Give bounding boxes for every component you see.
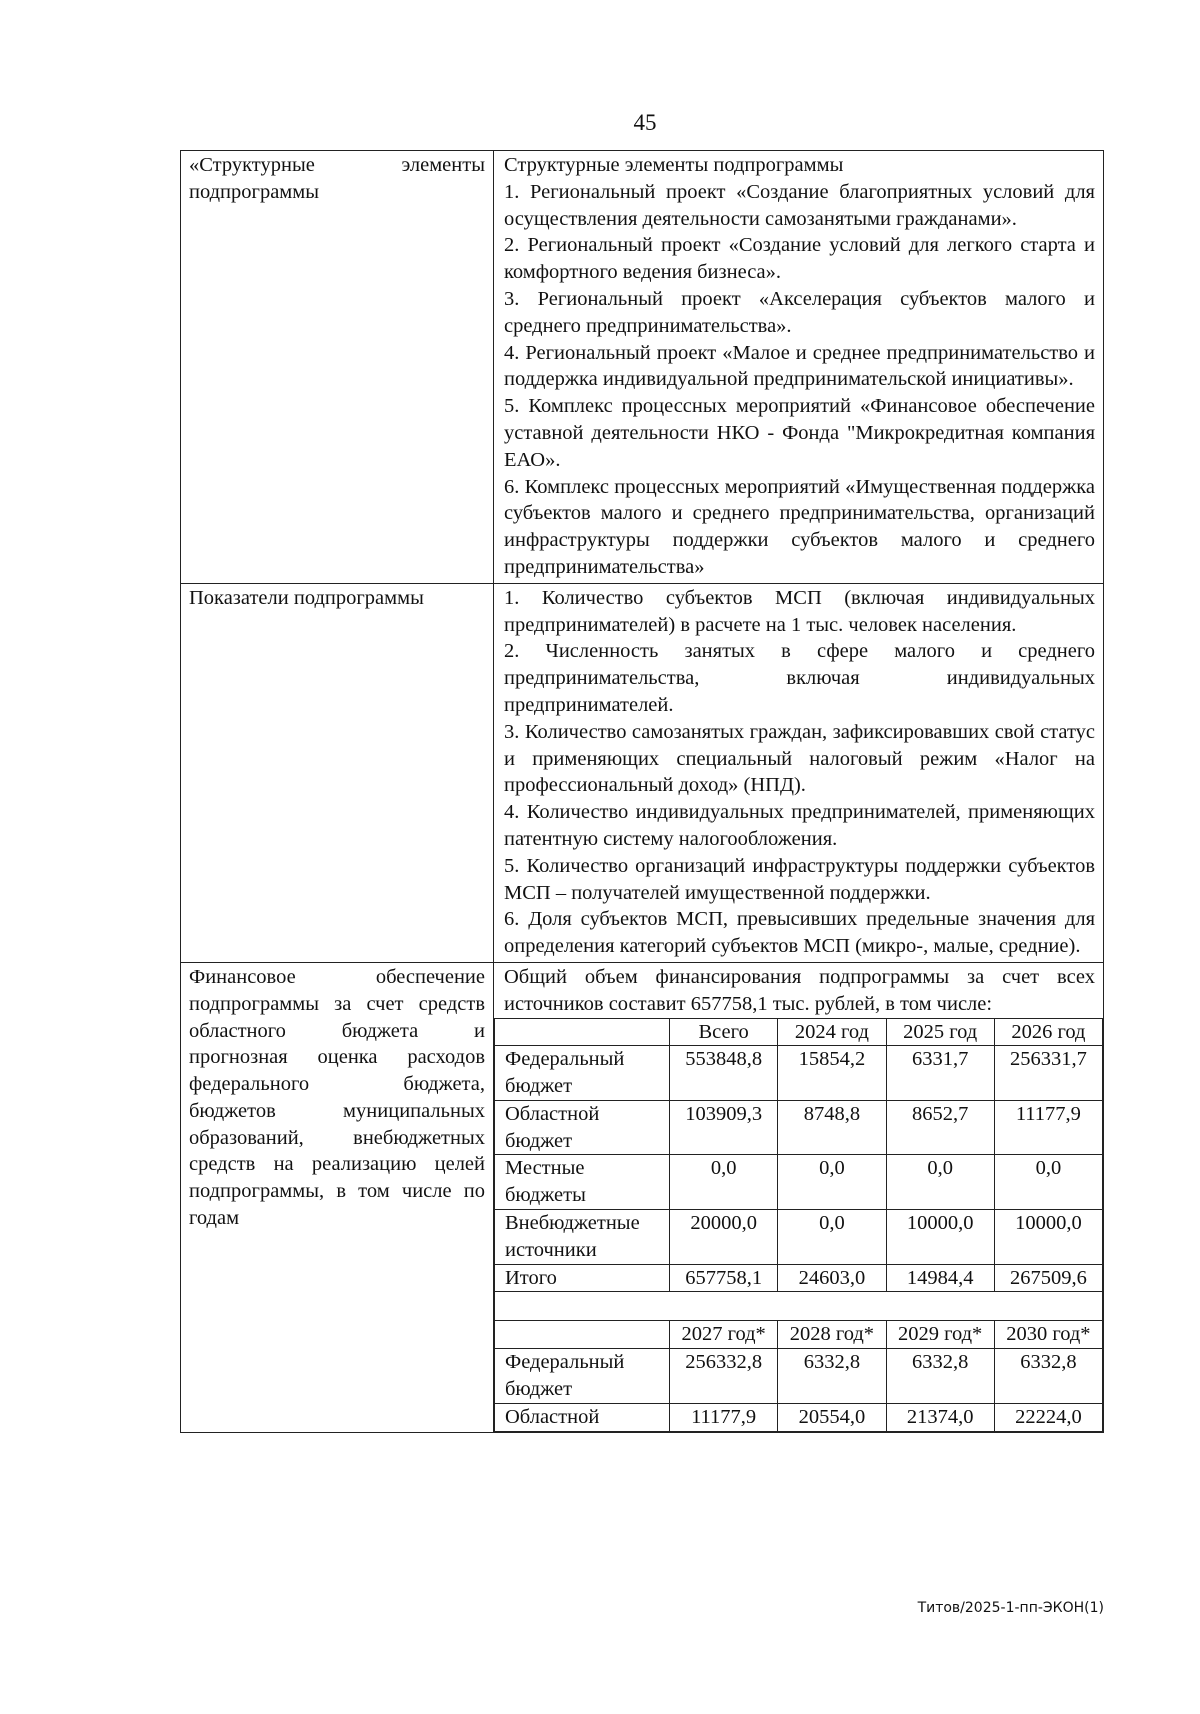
indicator-item: 2. Численность занятых в сфере малого и среднего предпринимательства, включая индивидуальных предпринимателей. bbox=[504, 640, 1095, 716]
finance-cell: 20554,0 bbox=[778, 1403, 886, 1431]
finance-row-label: Местные бюджеты bbox=[495, 1155, 670, 1210]
finance-cell: 0,0 bbox=[778, 1210, 886, 1265]
finance-cell: 103909,3 bbox=[670, 1100, 778, 1155]
finance-row-label: Областной bbox=[495, 1403, 670, 1431]
finance-cell: 0,0 bbox=[886, 1155, 994, 1210]
structural-elements-label: «Структурные элементы подпрограммы bbox=[189, 154, 485, 203]
finance-intro: Общий объем финансирования подпрограммы за счет всех источников составит 657758,1 тыс. рублей, в том числе: bbox=[504, 965, 1095, 1015]
finance-cell: 256332,8 bbox=[670, 1349, 778, 1404]
structural-elements-label-cell bbox=[181, 151, 494, 584]
finance-header-cell bbox=[495, 1018, 670, 1046]
finance-cell: 21374,0 bbox=[886, 1403, 994, 1431]
finance-cell: 0,0 bbox=[670, 1155, 778, 1210]
finance-cell: 8748,8 bbox=[778, 1100, 886, 1155]
finance-cell: 6332,8 bbox=[994, 1349, 1102, 1404]
finance-cell: 15854,2 bbox=[778, 1046, 886, 1101]
indicators-label-cell bbox=[181, 583, 494, 962]
finance-cell: 24603,0 bbox=[778, 1264, 886, 1292]
finance-header-cell bbox=[495, 1321, 670, 1349]
page-number: 45 bbox=[633, 110, 657, 135]
finance-row-local bbox=[495, 1155, 1103, 1210]
indicator-item: 3. Количество самозанятых граждан, зафиксировавших свой статус и применяющих специальный налоговый режим «Налог на профессиональный доход» (НПД). bbox=[504, 720, 1095, 797]
finance-cell: 267509,6 bbox=[994, 1264, 1102, 1292]
finance-cell: 256331,7 bbox=[994, 1046, 1102, 1101]
finance-cell: 553848,8 bbox=[670, 1046, 778, 1101]
indicator-item: 1. Количество субъектов МСП (включая индивидуальных предпринимателей) в расчете на 1 тыс. человек населения. bbox=[504, 586, 1095, 636]
structural-item: 4. Региональный проект «Малое и среднее предпринимательство и поддержка индивидуальной предпринимательской инициативы». bbox=[504, 341, 1095, 391]
structural-item: 5. Комплекс процессных мероприятий «Финансовое обеспечение уставной деятельности НКО - Фонда "Микрокредитная компания ЕАО». bbox=[504, 395, 1095, 471]
finance-row-regional bbox=[495, 1100, 1103, 1155]
finance-cell: 10000,0 bbox=[886, 1210, 994, 1265]
finance-row bbox=[181, 962, 1104, 1432]
structural-elements-row bbox=[181, 151, 1104, 584]
finance-table bbox=[494, 1018, 1103, 1432]
finance-cell: 8652,7 bbox=[886, 1100, 994, 1155]
finance-cell: 0,0 bbox=[994, 1155, 1102, 1210]
structural-elements-content-cell bbox=[494, 151, 1104, 584]
structural-elements-heading: Структурные элементы подпрограммы bbox=[504, 154, 844, 176]
finance-cell: 6331,7 bbox=[886, 1046, 994, 1101]
indicators-label: Показатели подпрограммы bbox=[189, 586, 424, 609]
indicators-row bbox=[181, 583, 1104, 962]
finance-row-label: Внебюджетные источники bbox=[495, 1210, 670, 1265]
finance-spacer-row bbox=[495, 1292, 1103, 1321]
finance-content-cell bbox=[494, 962, 1104, 1432]
finance-header-cell: 2025 год bbox=[886, 1018, 994, 1046]
finance-row-label: Областной бюджет bbox=[495, 1100, 670, 1155]
structural-item: 1. Региональный проект «Создание благоприятных условий для осуществления деятельности самозанятыми гражданами». bbox=[504, 180, 1095, 230]
finance-label: Финансовое обеспечение подпрограммы за счет средств областного бюджета и прогнозная оценка расходов федерального бюджета, бюджетов муниципальных образований, внебюджетных средств на реализацию целей подпрограммы, в том числе по годам bbox=[189, 965, 485, 1230]
indicator-item: 5. Количество организаций инфраструктуры поддержки субъектов МСП – получателей имущественной поддержки. bbox=[504, 854, 1095, 904]
finance-cell: 6332,8 bbox=[778, 1349, 886, 1404]
finance-cell: 11177,9 bbox=[994, 1100, 1102, 1155]
structural-item: 2. Региональный проект «Создание условий для легкого старта и комфортного ведения бизнеса». bbox=[504, 234, 1095, 284]
indicator-item: 4. Количество индивидуальных предпринимателей, применяющих патентную систему налогообложения. bbox=[504, 801, 1095, 850]
finance-header-row-2 bbox=[495, 1321, 1103, 1349]
indicator-item: 6. Доля субъектов МСП, превысивших предельные значения для определения категорий субъектов МСП (микро-, малые, средние). bbox=[504, 908, 1095, 958]
finance-cell: 657758,1 bbox=[670, 1264, 778, 1292]
finance-label-cell bbox=[181, 962, 494, 1432]
structural-item: 3. Региональный проект «Акселерация субъектов малого и среднего предпринимательства». bbox=[504, 287, 1095, 337]
finance-spacer-cell bbox=[495, 1292, 1103, 1321]
finance-header-cell: 2024 год bbox=[778, 1018, 886, 1046]
finance-row-regional-2 bbox=[495, 1403, 1103, 1431]
finance-row-federal-2 bbox=[495, 1349, 1103, 1404]
structural-item: 6. Комплекс процессных мероприятий «Имущественная поддержка субъектов малого и среднего предпринимательства, организаций инфраструктуры поддержки субъектов малого и среднего предпринимательства» bbox=[504, 475, 1095, 578]
finance-cell: 0,0 bbox=[778, 1155, 886, 1210]
finance-header-cell: Всего bbox=[670, 1018, 778, 1046]
finance-row-label: Итого bbox=[495, 1264, 670, 1292]
finance-header-cell: 2030 год* bbox=[994, 1321, 1102, 1349]
finance-header-cell: 2027 год* bbox=[670, 1321, 778, 1349]
passport-table bbox=[180, 150, 1104, 1433]
document-code: Титов/2025-1-пп-ЭКОН(1) bbox=[917, 1600, 1104, 1616]
finance-cell: 14984,4 bbox=[886, 1264, 994, 1292]
finance-cell: 22224,0 bbox=[994, 1403, 1102, 1431]
finance-header-cell: 2026 год bbox=[994, 1018, 1102, 1046]
finance-row-federal bbox=[495, 1046, 1103, 1101]
finance-row-label: Федеральный бюджет bbox=[495, 1046, 670, 1101]
finance-cell: 10000,0 bbox=[994, 1210, 1102, 1265]
finance-row-label: Федеральный бюджет bbox=[495, 1349, 670, 1404]
finance-cell: 20000,0 bbox=[670, 1210, 778, 1265]
finance-cell: 11177,9 bbox=[670, 1403, 778, 1431]
finance-cell: 6332,8 bbox=[886, 1349, 994, 1404]
finance-row-total bbox=[495, 1264, 1103, 1292]
indicators-content-cell bbox=[494, 583, 1104, 962]
finance-header-cell: 2029 год* bbox=[886, 1321, 994, 1349]
finance-row-extrabudget bbox=[495, 1210, 1103, 1265]
finance-header-cell: 2028 год* bbox=[778, 1321, 886, 1349]
finance-header-row bbox=[495, 1018, 1103, 1046]
